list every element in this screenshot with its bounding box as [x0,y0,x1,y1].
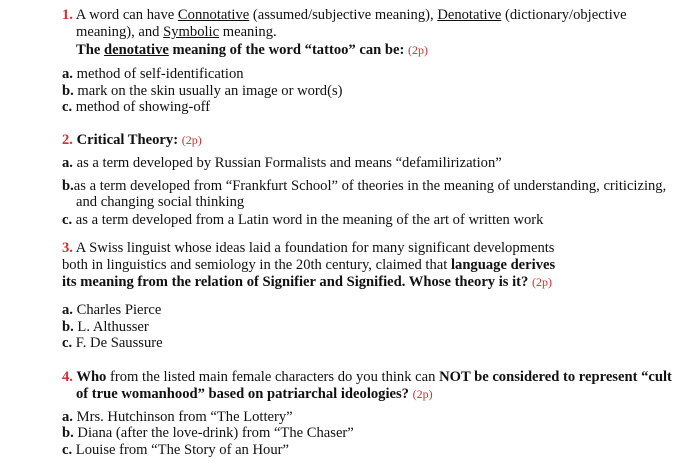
q3-option-a: a. Charles Pierce [62,302,162,318]
q4-option-a: a. Mrs. Hutchinson from “The Lottery” [62,409,293,425]
q1-question: The denotative meaning of the word “tattoo” can be: (2p) [76,42,429,58]
q1-option-b: b. mark on the skin usually an image or word(s) [62,83,343,99]
q3-option-b: b. L. Althusser [62,319,149,335]
q1-line-2: meaning), and Symbolic meaning. [76,24,277,40]
q4-option-b: b. Diana (after the love-drink) from “The Chaser” [62,425,354,441]
q2-points: (2p) [181,133,202,147]
q2-heading [62,132,202,149]
q3-points: (2p) [532,275,552,289]
q4-line-1: 4. Who from the listed main female characters do you think can NOT be considered to represent “cult [62,369,672,385]
q3-line-2: both in linguistics and semiology in the 20th century, claimed that language derives [62,257,556,273]
q3-line-1: 3. A Swiss linguist whose ideas laid a foundation for many significant developments [62,240,555,256]
q1-option-a: a. method of self-identification [62,66,244,82]
denotative-term: Denotative [437,7,502,23]
q2-option-b: b.as a term developed from “Frankfurt School” of theories in the meaning of understanding, criticizing, [62,178,667,194]
q2-option-b-cont: and changing social thinking [76,194,245,210]
q2-number: 2. [62,132,73,148]
q4-question: of true womanhood” based on patriarchal ideologies? (2p) [76,386,433,402]
connotative-term: Connotative [177,7,250,23]
q1-line-1: 1. A word can have Connotative (assumed/subjective meaning), Denotative (dictionary/objective [62,7,627,23]
q1-points: (2p) [408,43,429,57]
symbolic-term: Symbolic [163,24,220,40]
q4-number: 4. [62,369,73,385]
q2-option-a: a. as a term developed by Russian Formalists and means “defamilirization” [62,155,502,171]
q2-title: Critical Theory: [76,132,179,148]
q4-points: (2p) [412,387,433,401]
q3-question: its meaning from the relation of Signifier and Signified. Whose theory is it? (2p) [62,274,552,290]
q3-option-c: c. F. De Saussure [62,335,163,351]
q1-option-c: c. method of showing-off [62,99,211,115]
q4-option-c: c. Louise from “The Story of an Hour” [62,442,289,458]
q2-option-c: c. as a term developed from a Latin word in the meaning of the art of written work [62,212,544,228]
q3-number: 3. [62,240,73,256]
q1-number: 1. [62,7,73,23]
